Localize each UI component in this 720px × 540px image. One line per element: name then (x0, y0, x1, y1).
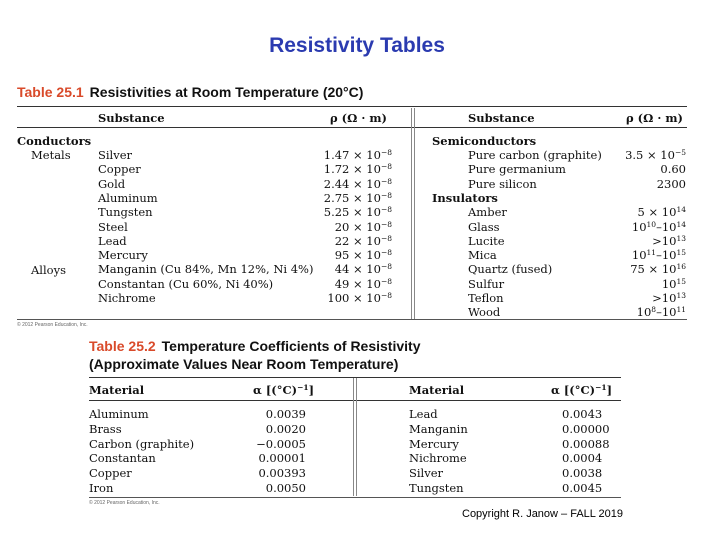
table-row-resistivity-mantissa2: –10 (656, 248, 677, 263)
group-conductors: Conductors (17, 134, 92, 148)
table-row-substance: Aluminum (98, 190, 158, 205)
table-row-resistivity-exponent: −8 (380, 262, 392, 272)
table-row-resistivity (324, 205, 392, 219)
table-row-resistivity-exponent: 13 (676, 233, 686, 243)
table-row-resistivity-mantissa: 2.44 × 10 (323, 176, 381, 191)
table-row-resistivity (625, 148, 686, 162)
table-row-material: Aluminum (89, 407, 149, 421)
table-row-substance: Amber (468, 205, 507, 220)
table-row-substance: Sulfur (468, 276, 505, 291)
table1-header-rule (17, 127, 687, 128)
table-row-material: Constantan (89, 451, 156, 466)
table-row-alpha: 0.0038 (562, 466, 603, 481)
table-row-resistivity-mantissa: 49 × 10 (334, 276, 381, 291)
table-row-alpha: 0.0039 (265, 407, 306, 421)
table-row-material: Silver (409, 466, 444, 481)
table-row-resistivity-exponent: −8 (380, 219, 392, 229)
table-row-resistivity (657, 177, 686, 191)
table-row-alpha: 0.0045 (562, 481, 603, 495)
table-row-resistivity-mantissa: >10 (652, 291, 677, 305)
table-row-resistivity-mantissa: 5.25 × 10 (323, 205, 381, 220)
table1-top-rule (17, 106, 687, 107)
subgroup-metals: Metals (31, 148, 71, 162)
table-row-substance: Glass (468, 219, 500, 234)
table-row-resistivity-mantissa: 3.5 × 10 (625, 148, 675, 162)
table-row-resistivity-exponent: −8 (380, 291, 392, 300)
table-row-resistivity-exponent: −8 (380, 148, 392, 157)
table-row-material: Nichrome (409, 451, 467, 466)
table1-header-rho-right: ρ (Ω · m) (626, 111, 683, 125)
table-row-alpha: −0.0005 (256, 436, 306, 451)
table-row-substance: Pure carbon (graphite) (468, 148, 602, 162)
table-row-resistivity-mantissa: 2300 (656, 176, 686, 191)
table-row-resistivity-mantissa2: –10 (656, 219, 677, 234)
table-row-resistivity-exponent: 11 (646, 248, 657, 258)
table-row-resistivity (652, 234, 686, 248)
table-row-alpha: 0.00088 (562, 436, 610, 451)
table-row-substance: Nichrome (98, 291, 156, 305)
table-row-substance: Lead (98, 233, 127, 248)
table2-header-material-right: Material (409, 383, 465, 397)
table2-divider-2 (356, 378, 357, 496)
table-row-resistivity (660, 162, 686, 176)
table-row-resistivity-exponent: 10 (646, 219, 657, 229)
subgroup-alloys: Alloys (31, 263, 66, 277)
table1-divider (411, 108, 412, 320)
table-row-resistivity-exponent2: 14 (676, 219, 686, 229)
table2-divider (353, 378, 354, 496)
group-insulators: Insulators (432, 191, 498, 205)
group-semiconductors: Semiconductors (432, 134, 537, 148)
table-row-resistivity (632, 220, 686, 234)
table-row-material: Manganin (409, 421, 468, 436)
table2-title-line1: Temperature Coefficients of Resistivity (161, 338, 421, 354)
table2-top-rule (89, 377, 621, 378)
table-row-resistivity (335, 248, 392, 262)
table-row-resistivity-mantissa2: –10 (656, 305, 677, 320)
table-row-resistivity (324, 148, 392, 162)
table-row-substance: Constantan (Cu 60%, Ni 40%) (98, 276, 274, 291)
table1-divider-2 (414, 108, 415, 320)
table-row-material: Carbon (graphite) (89, 436, 195, 451)
table-row-material: Copper (89, 466, 132, 481)
table-row-resistivity-exponent: −8 (380, 176, 392, 186)
table-row-substance: Silver (98, 148, 133, 162)
table-row-alpha: 0.0050 (265, 481, 306, 495)
table1-number: Table 25.1 (17, 84, 84, 100)
table2-caption-line2: (Approximate Values Near Room Temperature) (89, 356, 399, 372)
table-row-material: Lead (409, 407, 438, 421)
table-row-resistivity-mantissa: 0.60 (660, 162, 686, 177)
table-row-resistivity-exponent: −8 (380, 233, 392, 243)
table-row-resistivity-exponent2: 11 (676, 305, 686, 315)
table2-header-alpha-left: α $[(^\circ C)^{-1}]$ (253, 383, 315, 397)
table-row-material: Iron (89, 481, 114, 495)
table-row-resistivity (630, 262, 686, 276)
table-row-resistivity-mantissa: 1.72 × 10 (323, 162, 381, 177)
footer-copyright: Copyright R. Janow – FALL 2019 (462, 508, 624, 520)
table-row-material: Tungsten (409, 481, 464, 495)
table2-header-material-left: Material (89, 383, 145, 397)
table-row-resistivity (335, 220, 392, 234)
table-row-resistivity-mantissa: 75 × 10 (630, 262, 677, 277)
table-row-resistivity-exponent2: 15 (676, 248, 686, 258)
table-row-substance: Steel (98, 219, 128, 234)
table1-copyright: © 2012 Pearson Education, Inc. (17, 322, 88, 328)
table-row-resistivity-exponent: −8 (380, 248, 392, 258)
slide-title: Resistivity Tables (269, 34, 445, 57)
table-row-resistivity-mantissa: >10 (652, 233, 677, 248)
table-row-resistivity (335, 262, 392, 276)
table-row-resistivity-mantissa: 95 × 10 (334, 248, 381, 263)
table-row-substance: Mercury (98, 248, 148, 263)
table2-bottom-rule (89, 497, 621, 498)
table-row-substance: Wood (468, 305, 501, 320)
table2-caption-line1 (89, 338, 420, 354)
table-row-resistivity-mantissa: 10 (631, 219, 647, 234)
table-row-resistivity-exponent: 13 (676, 291, 686, 300)
table-row-material: Mercury (409, 436, 459, 451)
table-row-substance: Lucite (468, 233, 505, 248)
table-row-resistivity-exponent: 15 (676, 276, 686, 286)
table-row-alpha: 0.0043 (562, 407, 603, 421)
table1-header-substance-right: Substance (468, 111, 535, 125)
table1-header-substance-left: Substance (98, 111, 165, 125)
table-row-substance: Pure silicon (468, 176, 537, 191)
table-row-resistivity-exponent: 14 (676, 205, 686, 215)
table-row-substance: Teflon (468, 291, 504, 305)
table-row-resistivity (324, 177, 392, 191)
table-row-resistivity (632, 248, 686, 262)
table-row-alpha: 0.0020 (265, 421, 306, 436)
table-row-resistivity (327, 291, 392, 305)
table-row-resistivity (638, 205, 686, 219)
table-row-alpha: 0.00001 (258, 451, 306, 466)
table2-copyright: © 2012 Pearson Education, Inc. (89, 500, 160, 506)
table-row-resistivity (324, 162, 392, 176)
table-row-substance: Copper (98, 162, 141, 177)
table1-title: Resistivities at Room Temperature (20°C) (89, 84, 364, 100)
table-row-resistivity-mantissa: 10 (636, 305, 652, 320)
table1-caption (17, 84, 363, 100)
table-row-resistivity-mantissa: 10 (661, 276, 677, 291)
table-row-resistivity-exponent: −8 (380, 276, 392, 286)
table-row-resistivity-mantissa: 1.47 × 10 (323, 148, 381, 162)
table-row-material: Brass (89, 421, 122, 436)
table-row-resistivity-exponent: −8 (380, 162, 392, 172)
table-row-resistivity-exponent: −8 (380, 190, 392, 200)
table-row-resistivity (637, 305, 686, 319)
table-row-resistivity (652, 291, 686, 305)
table-row-substance: Tungsten (98, 205, 153, 220)
table1-bottom-rule (17, 319, 687, 320)
table-row-resistivity-mantissa: 100 × 10 (327, 291, 381, 305)
table-row-resistivity (335, 277, 392, 291)
table-row-resistivity-exponent: −8 (380, 205, 392, 215)
table2-header-alpha-right: α $[(^\circ C)^{-1}]$ (551, 383, 613, 397)
table-row-substance: Pure germanium (468, 162, 566, 177)
table-row-resistivity (324, 191, 392, 205)
table-row-resistivity-mantissa: 5 × 10 (637, 205, 677, 220)
table-row-resistivity-exponent: 16 (676, 262, 686, 272)
table-row-resistivity-mantissa: 20 × 10 (334, 219, 381, 234)
table2-header-rule (89, 400, 621, 401)
table-row-resistivity-exponent: −5 (674, 148, 686, 157)
table-row-resistivity-mantissa: 22 × 10 (334, 233, 381, 248)
table-row-substance: Gold (98, 176, 126, 191)
table-row-alpha: 0.00393 (258, 466, 306, 481)
table-row-alpha: 0.00000 (562, 421, 610, 436)
table-row-substance: Quartz (fused) (468, 262, 553, 277)
table-row-resistivity-exponent: 8 (651, 305, 657, 315)
table-row-resistivity-mantissa: 44 × 10 (334, 262, 381, 277)
table-row-resistivity-mantissa: 2.75 × 10 (323, 190, 381, 205)
table1-header-rho-left: ρ (Ω · m) (330, 111, 387, 125)
table-row-substance: Manganin (Cu 84%, Mn 12%, Ni 4%) (98, 262, 314, 277)
table-row-resistivity (335, 234, 392, 248)
table-row-resistivity (662, 277, 686, 291)
table-row-substance: Mica (468, 248, 497, 263)
table2-number: Table 25.2 (89, 338, 156, 354)
table-row-alpha: 0.0004 (562, 451, 603, 466)
table-row-resistivity-mantissa: 10 (631, 248, 647, 263)
